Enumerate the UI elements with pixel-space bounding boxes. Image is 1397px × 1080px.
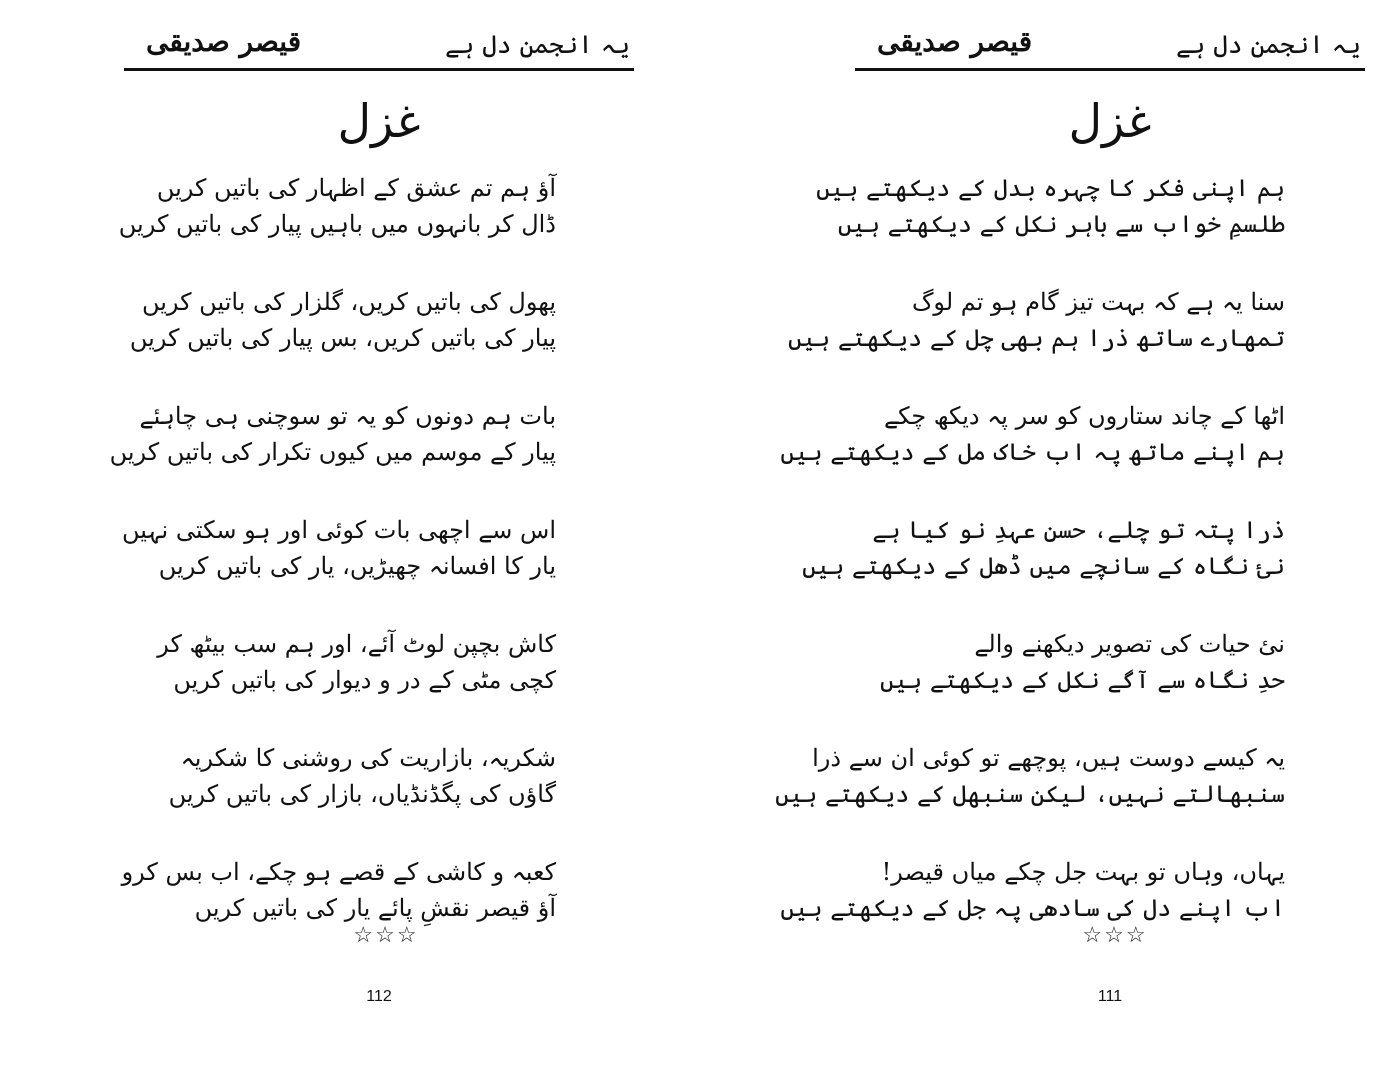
verse-line: ذرا پتہ تو چلے، حسنِ عہدِ نو کیا ہے [872,516,1285,544]
verse-line: بات ہم دونوں کو یہ تو سوچنی ہی چاہئے [139,402,556,430]
verse-line: یار کا افسانہ چھیڑیں، یار کی باتیں کریں [158,552,556,580]
couplet [780,398,1285,512]
running-head [124,18,634,71]
couplet [802,512,1285,626]
couplet [780,854,1285,968]
couplet [109,398,556,512]
poem-title: غزل [1068,94,1152,148]
page-number: 112 [366,988,392,1005]
author-name: قیصر صدیقی [146,25,302,58]
running-head [855,18,1365,71]
verse-line: کعبہ و کاشی کے قصے ہو چکے، اب بس کرو [121,858,556,886]
couplet [118,170,556,284]
verse-line: یہاں، وہاں تو بہت جل چکے میاں قیصر! [881,858,1285,886]
verse-line: تمھارے ساتھ ذرا ہم بھی چل کے دیکھتے ہیں [788,324,1285,352]
verse-line: آؤ ہم تم عشق کے اظہار کی باتیں کریں [156,174,556,202]
verse-line: یہ کیسے دوست ہیں، پوچھے تو کوئی ان سے ذرا [812,744,1285,772]
verse-line: حدِ نگاہ سے آگے نکل کے دیکھتے ہیں [880,666,1285,694]
poem-title: غزل [337,94,421,148]
verse-line: اس سے اچھی بات کوئی اور ہو سکتی نہیں [121,516,556,544]
verse-line: پھول کی باتیں کریں، گلزار کی باتیں کریں [141,288,556,316]
book-title: یہ انجمن دل ہے [1176,30,1361,59]
verse-line: سنا یہ ہے کہ بہت تیز گام ہو تم لوگ [911,288,1285,316]
couplet [880,626,1285,740]
page-left [109,0,634,1080]
verse-line: اب اپنے دل کی سادھی پہ جل کے دیکھتے ہیں [780,894,1285,922]
verse-line: نئ نگاہ کے سانچے میں ڈھل کے دیکھتے ہیں [802,552,1285,580]
verse-line: گاؤں کی پگڈنڈیاں، بازار کی باتیں کریں [168,780,556,808]
author-name: قیصر صدیقی [877,25,1033,58]
verse-line: کاش بچپن لوٹ آئے، اور ہم سب بیٹھ کر [157,630,556,658]
verse-line: نئ حیات کی تصویر دیکھنے والے [974,630,1285,658]
verse-line: طلسمِ خواب سے باہر نکل کے دیکھتے ہیں [837,210,1285,238]
couplet [121,854,556,968]
couplet [775,740,1285,854]
book-title: یہ انجمن دل ہے [445,30,630,59]
couplet [816,170,1285,284]
verse-line: ہم اپنے ماتھ پہ اب خاک مل کے دیکھتے ہیں [780,438,1285,466]
page-right [775,0,1365,1080]
poem-body [775,170,1285,968]
verse-line: پیار کی باتیں کریں، بس پیار کی باتیں کریں [129,324,556,352]
verse-line: ڈال کر بانہوں میں باہیں پیار کی باتیں کریں [118,210,556,238]
verse-line: آؤ قیصر نقشِ پائے یار کی باتیں کریں [194,894,556,922]
couplet [129,284,556,398]
couplet [121,512,556,626]
verse-line: سنبھالتے نہیں، لیکن سنبھل کے دیکھتے ہیں [775,780,1285,808]
couplet [157,626,556,740]
end-of-poem-stars: ☆☆☆ [353,923,419,948]
poem-body [109,170,556,968]
verse-line: ہم اپنی فکر کا چہرہ بدل کے دیکھتے ہیں [816,174,1285,202]
page-number: 111 [1097,988,1123,1005]
verse-line: اٹھا کے چاند ستاروں کو سر پہ دیکھ چکے [884,402,1285,430]
verse-line: پیار کے موسم میں کیوں تکرار کی باتیں کریں [109,438,556,466]
verse-line: کچی مٹی کے در و دیوار کی باتیں کریں [173,666,556,694]
couplet [168,740,556,854]
verse-line: شکریہ، بازاریت کی روشنی کا شکریہ [180,744,556,772]
end-of-poem-stars: ☆☆☆ [1082,923,1148,948]
couplet [788,284,1285,398]
